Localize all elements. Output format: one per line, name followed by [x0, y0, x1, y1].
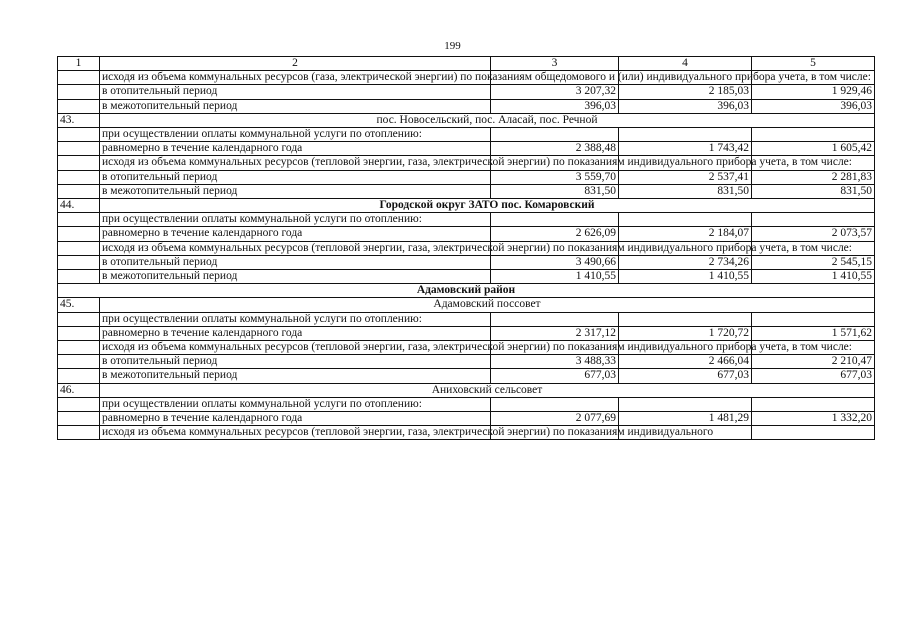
- table-row: [58, 255, 875, 269]
- row-number-cell: [58, 369, 100, 383]
- value-col-3: [491, 213, 619, 227]
- table-row: [58, 156, 875, 170]
- table-row: [58, 369, 875, 383]
- section-title: Аниховский сельсовет: [100, 383, 875, 397]
- section-number: 43.: [58, 113, 100, 127]
- header-col-5: 5: [752, 57, 875, 71]
- section-row: [58, 298, 875, 312]
- row-number-cell: [58, 355, 100, 369]
- value-col-5: 1 605,42: [752, 142, 875, 156]
- value-col-5: 1 929,46: [752, 85, 875, 99]
- value-col-4: [619, 128, 752, 142]
- district-row: [58, 284, 875, 298]
- value-col-3: [491, 312, 619, 326]
- row-number-cell: [58, 326, 100, 340]
- value-col-3: 1 410,55: [491, 270, 619, 284]
- section-row: [58, 383, 875, 397]
- row-description: равномерно в течение календарного года: [100, 227, 491, 241]
- value-col-4: 831,50: [619, 184, 752, 198]
- header-col-2: 2: [100, 57, 491, 71]
- table-row: [58, 71, 875, 85]
- row-number-cell: [58, 227, 100, 241]
- header-row: [58, 57, 875, 71]
- row-description: равномерно в течение календарного года: [100, 412, 491, 426]
- table-row: [58, 397, 875, 411]
- value-col-3: 677,03: [491, 369, 619, 383]
- value-col-3: 3 488,33: [491, 355, 619, 369]
- row-description: в межотопительный период: [100, 99, 491, 113]
- row-number-cell: [58, 426, 100, 440]
- value-col-4: 2 184,07: [619, 227, 752, 241]
- row-number-cell: [58, 85, 100, 99]
- header-col-4: 4: [619, 57, 752, 71]
- row-number-cell: [58, 170, 100, 184]
- row-number-cell: [58, 71, 100, 85]
- table-row: [58, 227, 875, 241]
- district-title: Адамовский район: [58, 284, 875, 298]
- value-col-5: 831,50: [752, 184, 875, 198]
- table-row: [58, 326, 875, 340]
- tariff-table: [57, 56, 875, 440]
- table-row: [58, 170, 875, 184]
- row-number-cell: [58, 412, 100, 426]
- value-col-5: [752, 128, 875, 142]
- section-row: [58, 199, 875, 213]
- row-description: исходя из объема коммунальных ресурсов (тепловой энергии, газа, электрической энергии) по показаниям индивидуального: [100, 426, 491, 440]
- value-col-5: 2 073,57: [752, 227, 875, 241]
- table-row: [58, 128, 875, 142]
- tariff-table-body: [58, 57, 875, 440]
- row-description: при осуществлении оплаты коммунальной услуги по отоплению:: [100, 128, 491, 142]
- table-row: [58, 142, 875, 156]
- table-row: [58, 85, 875, 99]
- value-col-4: [619, 397, 752, 411]
- row-description: в отопительный период: [100, 355, 491, 369]
- row-description: в межотопительный период: [100, 270, 491, 284]
- value-col-5: 2 281,83: [752, 170, 875, 184]
- table-row: [58, 99, 875, 113]
- table-row: [58, 355, 875, 369]
- header-col-3: 3: [491, 57, 619, 71]
- value-col-5: 1 571,62: [752, 326, 875, 340]
- section-title: Городской округ ЗАТО пос. Комаровский: [100, 199, 875, 213]
- row-number-cell: [58, 99, 100, 113]
- page-number: 199: [444, 40, 461, 52]
- table-row: [58, 213, 875, 227]
- row-number-cell: [58, 312, 100, 326]
- value-col-3: 3 490,66: [491, 255, 619, 269]
- section-number: 45.: [58, 298, 100, 312]
- row-description: в межотопительный период: [100, 369, 491, 383]
- row-description: в отопительный период: [100, 255, 491, 269]
- value-col-5: 396,03: [752, 99, 875, 113]
- value-col-3: [491, 128, 619, 142]
- value-col-4: 2 185,03: [619, 85, 752, 99]
- row-number-cell: [58, 184, 100, 198]
- row-description: равномерно в течение календарного года: [100, 326, 491, 340]
- section-title: Адамовский поссовет: [100, 298, 875, 312]
- value-col-4: [619, 213, 752, 227]
- value-col-5: 677,03: [752, 369, 875, 383]
- value-col-4: 2 466,04: [619, 355, 752, 369]
- row-number-cell: [58, 142, 100, 156]
- value-col-4: 2 734,26: [619, 255, 752, 269]
- value-col-5: 1 410,55: [752, 270, 875, 284]
- row-number-cell: [58, 255, 100, 269]
- row-number-cell: [58, 128, 100, 142]
- section-number: 44.: [58, 199, 100, 213]
- row-number-cell: [58, 156, 100, 170]
- value-col-4: 1 481,29: [619, 412, 752, 426]
- row-number-cell: [58, 397, 100, 411]
- row-description: исходя из объема коммунальных ресурсов (тепловой энергии, газа, электрической энергии) по показаниям индивидуального прибора учета, в том числе:: [100, 341, 491, 355]
- row-description: исходя из объема коммунальных ресурсов (газа, электрической энергии) по показаниям общедомового и (или) индивидуального прибора учета, в том числе:: [100, 71, 491, 85]
- value-col-3: 2 388,48: [491, 142, 619, 156]
- value-col-5: [752, 213, 875, 227]
- value-col-4: [619, 312, 752, 326]
- value-col-5: 1 332,20: [752, 412, 875, 426]
- value-col-4: 1 720,72: [619, 326, 752, 340]
- row-description: при осуществлении оплаты коммунальной услуги по отоплению:: [100, 213, 491, 227]
- value-col-5: [752, 426, 875, 440]
- section-number: 46.: [58, 383, 100, 397]
- row-description: в межотопительный период: [100, 184, 491, 198]
- table-row: [58, 412, 875, 426]
- value-col-5: 2 545,15: [752, 255, 875, 269]
- value-col-5: 2 210,47: [752, 355, 875, 369]
- header-col-1: 1: [58, 57, 100, 71]
- row-description: исходя из объема коммунальных ресурсов (тепловой энергии, газа, электрической энергии) по показаниям индивидуального прибора учета, в том числе:: [100, 156, 491, 170]
- value-col-3: 2 626,09: [491, 227, 619, 241]
- table-row: [58, 426, 875, 440]
- section-row: [58, 113, 875, 127]
- value-col-3: 831,50: [491, 184, 619, 198]
- row-description: исходя из объема коммунальных ресурсов (тепловой энергии, газа, электрической энергии) по показаниям индивидуального прибора учета, в том числе:: [100, 241, 491, 255]
- row-number-cell: [58, 270, 100, 284]
- table-row: [58, 341, 875, 355]
- row-description: при осуществлении оплаты коммунальной услуги по отоплению:: [100, 397, 491, 411]
- value-col-4: 396,03: [619, 99, 752, 113]
- row-number-cell: [58, 341, 100, 355]
- value-col-3: 3 559,70: [491, 170, 619, 184]
- value-col-5: [752, 397, 875, 411]
- row-number-cell: [58, 241, 100, 255]
- table-row: [58, 312, 875, 326]
- value-col-5: [752, 312, 875, 326]
- table-row: [58, 270, 875, 284]
- value-col-4: 2 537,41: [619, 170, 752, 184]
- value-col-3: 3 207,32: [491, 85, 619, 99]
- value-col-4: 1 743,42: [619, 142, 752, 156]
- table-row: [58, 184, 875, 198]
- table-row: [58, 241, 875, 255]
- row-description: при осуществлении оплаты коммунальной услуги по отоплению:: [100, 312, 491, 326]
- row-description: в отопительный период: [100, 85, 491, 99]
- section-title: пос. Новосельский, пос. Аласай, пос. Речной: [100, 113, 875, 127]
- row-description: равномерно в течение календарного года: [100, 142, 491, 156]
- value-col-3: 2 077,69: [491, 412, 619, 426]
- row-number-cell: [58, 213, 100, 227]
- value-col-4: 1 410,55: [619, 270, 752, 284]
- value-col-3: [491, 397, 619, 411]
- value-col-4: 677,03: [619, 369, 752, 383]
- value-col-3: 396,03: [491, 99, 619, 113]
- row-description: в отопительный период: [100, 170, 491, 184]
- value-col-3: 2 317,12: [491, 326, 619, 340]
